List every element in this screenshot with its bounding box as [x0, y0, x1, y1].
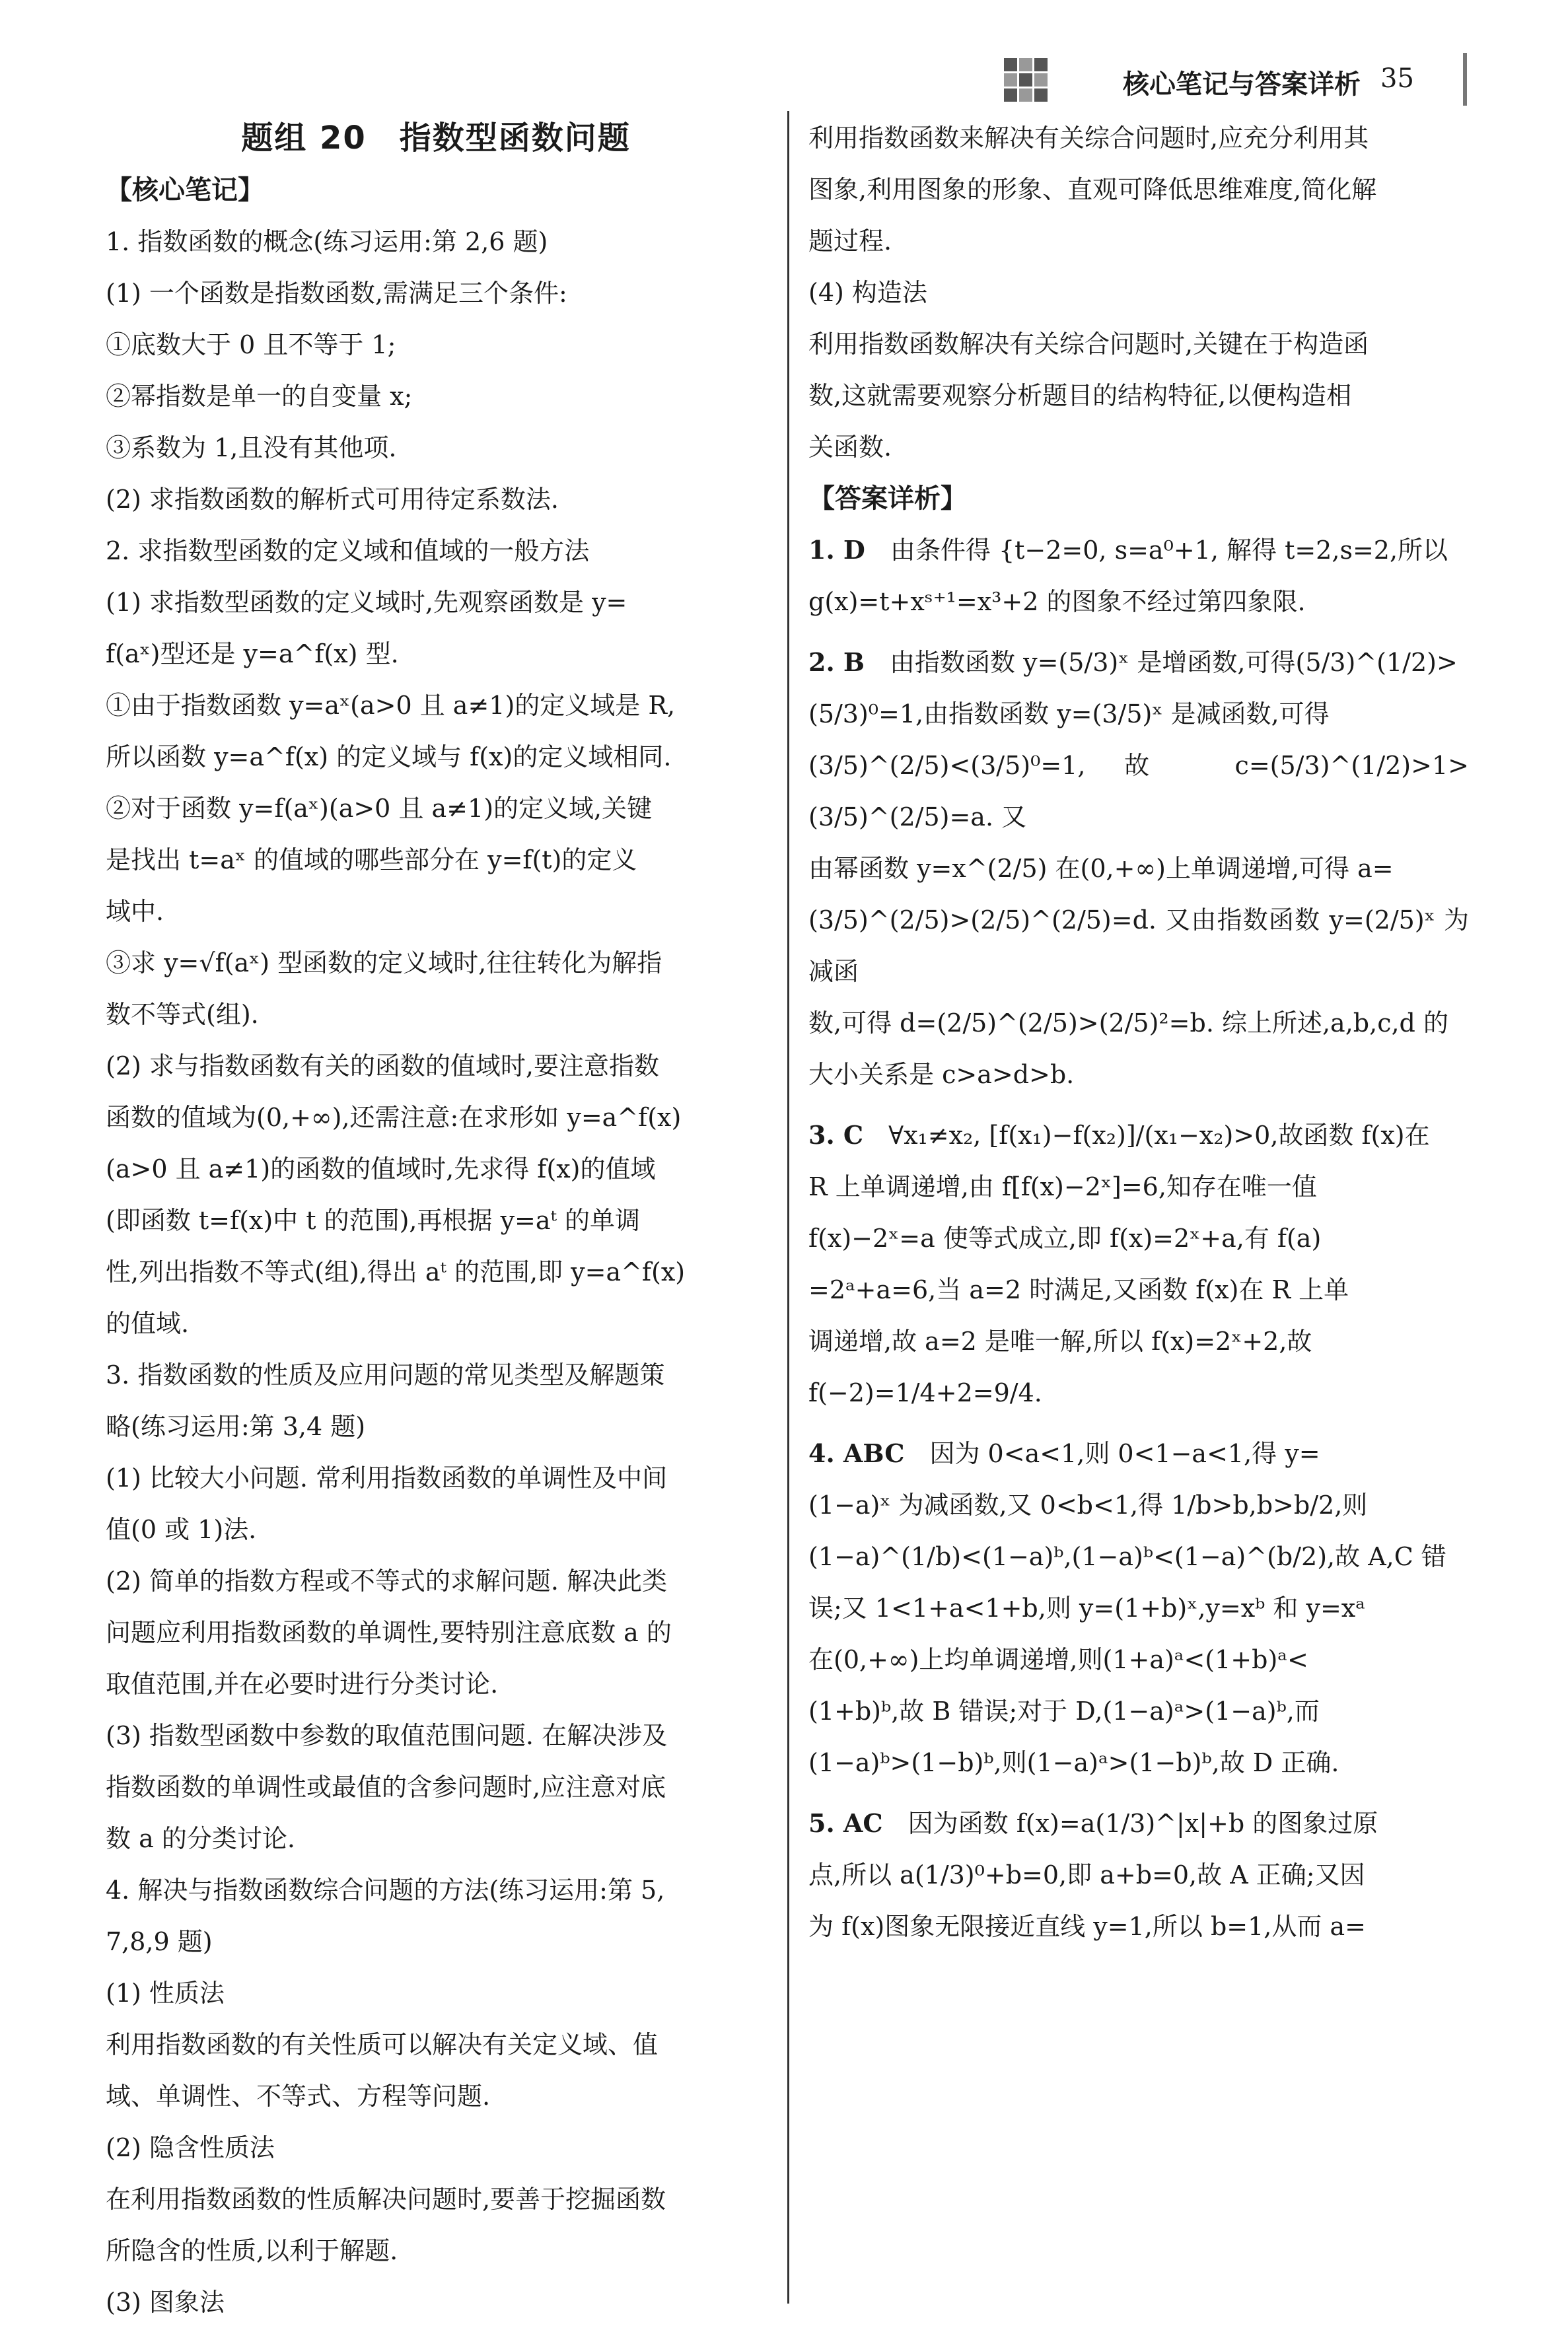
note-line: 关函数.	[808, 433, 892, 462]
answer-line	[808, 688, 1469, 740]
note-line: 7,8,9 题)	[106, 1927, 213, 1956]
answer-spacer	[808, 1952, 1469, 1961]
answer-text: (3/5)^(2/5)>(2/5)^(2/5)=d. 又由指数函数 y=(2/5)ˣ 为减函	[808, 905, 1469, 986]
answer-text: 在(0,+∞)上均单调递增,则(1+a)ᵃ<(1+b)ᵃ<	[808, 1645, 1308, 1674]
note-line: 略(练习运用:第 3,4 题)	[106, 1412, 366, 1441]
running-title: 核心笔记与答案详析	[1123, 69, 1361, 100]
right-column	[808, 112, 1469, 2324]
answer-text: 误;又 1<1+a<1+b,则 y=(1+b)ˣ,y=xᵇ 和 y=xᵃ	[808, 1594, 1365, 1623]
note-line: 值(0 或 1)法.	[106, 1515, 257, 1544]
section-title: 题组 20 指数型函数问题	[241, 120, 631, 157]
note-line: 数 a 的分类讨论.	[106, 1824, 295, 1853]
answer-text: (1−a)ˣ 为减函数,又 0<b<1,得 1/b>b,b>b/2,则	[808, 1491, 1368, 1520]
answer-text: R 上单调递增,由 f[f(x)−2ˣ]=6,知存在唯一值	[808, 1172, 1317, 1201]
page-number: 35	[1380, 63, 1414, 94]
answer-label: 5. AC	[808, 1808, 883, 1838]
note-line: 4. 解决与指数函数综合问题的方法(练习运用:第 5,	[106, 1876, 665, 1905]
answer-line	[808, 524, 1469, 576]
answer-spacer	[808, 627, 1469, 637]
answer-line	[808, 1901, 1469, 1952]
page-header	[1004, 58, 1466, 102]
answer-text: (1+b)ᵇ,故 B 错误;对于 D,(1−a)ᵃ>(1−a)ᵇ,而	[808, 1697, 1320, 1726]
notes-body	[106, 216, 766, 2328]
answer-block	[808, 524, 1469, 627]
note-line: 利用指数函数解决有关综合问题时,关键在于构造函	[808, 330, 1369, 359]
answer-line	[808, 1428, 1469, 1479]
answer-spacer	[808, 1788, 1469, 1798]
note-line: (2) 求与指数函数有关的函数的值域时,要注意指数	[106, 1051, 659, 1080]
answer-text: =2ᵃ+a=6,当 a=2 时满足,又函数 f(x)在 R 上单	[808, 1275, 1349, 1304]
answer-spacer	[808, 1419, 1469, 1428]
note-line: ③系数为 1,且没有其他项.	[106, 433, 397, 462]
answer-label: 4. ABC	[808, 1438, 905, 1468]
answer-line	[808, 1110, 1469, 1161]
answer-spacer	[808, 1100, 1469, 1110]
note-line: (a>0 且 a≠1)的函数的值域时,先求得 f(x)的值域	[106, 1154, 656, 1183]
notes-heading: 【核心笔记】	[106, 174, 264, 205]
note-line: 所以函数 y=a^f(x) 的定义域与 f(x)的定义域相同.	[106, 742, 672, 771]
note-line: (2) 求指数函数的解析式可用待定系数法.	[106, 485, 559, 514]
note-line: ①底数大于 0 且不等于 1;	[106, 330, 396, 359]
note-line: (2) 简单的指数方程或不等式的求解问题. 解决此类	[106, 1567, 668, 1596]
answer-text: 调递增,故 a=2 是唯一解,所以 f(x)=2ˣ+2,故	[808, 1327, 1312, 1356]
note-line: 函数的值域为(0,+∞),还需注意:在求形如 y=a^f(x)	[106, 1103, 682, 1132]
answer-text: ∀x₁≠x₂, [f(x₁)−f(x₂)]/(x₁−x₂)>0,故函数 f(x)在	[888, 1121, 1430, 1150]
note-line: (即函数 t=f(x)中 t 的范围),再根据 y=aᵗ 的单调	[106, 1206, 640, 1235]
answer-text: (5/3)⁰=1,由指数函数 y=(3/5)ˣ 是减函数,可得	[808, 699, 1330, 728]
answer-line	[808, 740, 1469, 843]
note-line: 问题应利用指数函数的单调性,要特别注意底数 a 的	[106, 1618, 672, 1647]
note-line: 1. 指数函数的概念(练习运用:第 2,6 题)	[106, 227, 548, 256]
answer-text: 大小关系是 c>a>d>b.	[808, 1060, 1075, 1089]
note-line: (4) 构造法	[808, 278, 927, 307]
answer-line	[808, 894, 1469, 997]
note-line: 域、单调性、不等式、方程等问题.	[106, 2082, 491, 2111]
answer-line	[808, 843, 1469, 894]
note-line: 数,这就需要观察分析题目的结构特征,以便构造相	[808, 381, 1352, 410]
column-divider	[787, 111, 789, 2304]
notes-continued	[808, 112, 1469, 473]
answer-line	[808, 1049, 1469, 1100]
answer-block	[808, 637, 1469, 1100]
answer-block	[808, 1110, 1469, 1419]
note-line: 域中.	[106, 897, 164, 926]
answer-line	[808, 1849, 1469, 1901]
note-line: (2) 隐含性质法	[106, 2133, 275, 2162]
answer-line	[808, 576, 1469, 627]
answer-label: 1. D	[808, 535, 865, 565]
answer-text: 由幂函数 y=x^(2/5) 在(0,+∞)上单调递增,可得 a=	[808, 854, 1394, 883]
answer-line	[808, 1367, 1469, 1419]
answer-text: g(x)=t+xˢ⁺¹=x³+2 的图象不经过第四象限.	[808, 587, 1306, 616]
note-line: ②对于函数 y=f(aˣ)(a>0 且 a≠1)的定义域,关键	[106, 794, 653, 823]
answer-line	[808, 1582, 1469, 1634]
answer-text: (3/5)^(2/5)<(3/5)⁰=1,故 c=(5/3)^(1/2)>1>(3/5)^(2/5)=a. 又	[808, 751, 1469, 831]
answer-text: (1−a)^(1/b)<(1−a)ᵇ,(1−a)ᵇ<(1−a)^(b/2),故 A,C 错	[808, 1542, 1446, 1571]
note-line: 题过程.	[808, 227, 892, 256]
note-line: ②幂指数是单一的自变量 x;	[106, 382, 413, 411]
note-line: 所隐含的性质,以利于解题.	[106, 2236, 398, 2265]
note-line: ①由于指数函数 y=aˣ(a>0 且 a≠1)的定义域是 R,	[106, 691, 676, 720]
answer-line	[808, 997, 1469, 1049]
grid-pattern-icon	[1004, 58, 1048, 102]
answer-text: 数,可得 d=(2/5)^(2/5)>(2/5)²=b. 综上所述,a,b,c,d 的	[808, 1008, 1448, 1038]
note-line: 取值范围,并在必要时进行分类讨论.	[106, 1670, 499, 1699]
note-line: (1) 性质法	[106, 1979, 225, 2008]
note-line: (1) 求指数型函数的定义域时,先观察函数是 y=	[106, 588, 627, 617]
note-line: (3) 指数型函数中参数的取值范围问题. 在解决涉及	[106, 1721, 668, 1750]
answers-body	[808, 524, 1469, 1961]
answer-text: (1−a)ᵇ>(1−b)ᵇ,则(1−a)ᵃ>(1−b)ᵇ,故 D 正确.	[808, 1748, 1339, 1777]
answer-label: 3. C	[808, 1120, 864, 1150]
answer-line	[808, 1161, 1469, 1213]
note-line: 数不等式(组).	[106, 1000, 259, 1029]
answer-line	[808, 1479, 1469, 1531]
answer-label: 2. B	[808, 647, 865, 677]
note-line: 利用指数函数的有关性质可以解决有关定义域、值	[106, 2030, 659, 2059]
note-line: ③求 y=√f(aˣ) 型函数的定义域时,往往转化为解指	[106, 948, 662, 977]
answer-block	[808, 1428, 1469, 1788]
header-bar	[1463, 53, 1467, 106]
answer-line	[808, 1316, 1469, 1367]
note-line: 在利用指数函数的性质解决问题时,要善于挖掘函数	[106, 2185, 666, 2214]
note-line: 的值域.	[106, 1309, 190, 1338]
note-line: (1) 一个函数是指数函数,需满足三个条件:	[106, 279, 567, 308]
answer-line	[808, 1737, 1469, 1788]
answer-text: 因为 0<a<1,则 0<1−a<1,得 y=	[929, 1439, 1320, 1468]
answer-line	[808, 1634, 1469, 1685]
answer-line	[808, 1531, 1469, 1582]
answer-line	[808, 1685, 1469, 1737]
note-line: 指数函数的单调性或最值的含参问题时,应注意对底	[106, 1773, 666, 1802]
answer-text: f(x)−2ˣ=a 使等式成立,即 f(x)=2ˣ+a,有 f(a)	[808, 1224, 1322, 1253]
note-line: (1) 比较大小问题. 常利用指数函数的单调性及中间	[106, 1464, 668, 1493]
answer-text: 为 f(x)图象无限接近直线 y=1,所以 b=1,从而 a=	[808, 1912, 1366, 1941]
note-line: 图象,利用图象的形象、直观可降低思维难度,简化解	[808, 175, 1377, 204]
note-line: 利用指数函数来解决有关综合问题时,应充分利用其	[808, 123, 1369, 153]
note-line: 性,列出指数不等式(组),得出 aᵗ 的范围,即 y=a^f(x)	[106, 1257, 686, 1287]
answer-text: f(−2)=1/4+2=9/4.	[808, 1378, 1042, 1407]
note-line: (3) 图象法	[106, 2288, 225, 2317]
answer-text: 由条件得 {t−2=0, s=a⁰+1, 解得 t=2,s=2,所以	[890, 536, 1448, 565]
answer-line	[808, 1213, 1469, 1264]
note-line: 3. 指数函数的性质及应用问题的常见类型及解题策	[106, 1360, 665, 1390]
note-line: 2. 求指数型函数的定义域和值域的一般方法	[106, 536, 590, 565]
answer-block	[808, 1798, 1469, 1952]
answer-line	[808, 1798, 1469, 1849]
answers-heading: 【答案详析】	[808, 483, 967, 514]
answer-line	[808, 1264, 1469, 1316]
answer-text: 点,所以 a(1/3)⁰+b=0,即 a+b=0,故 A 正确;又因	[808, 1860, 1365, 1889]
note-line: 是找出 t=aˣ 的值域的哪些部分在 y=f(t)的定义	[106, 845, 637, 874]
note-line: f(aˣ)型还是 y=a^f(x) 型.	[106, 639, 399, 668]
answer-text: 由指数函数 y=(5/3)ˣ 是增函数,可得(5/3)^(1/2)>	[890, 648, 1458, 677]
answer-line	[808, 637, 1469, 688]
answer-text: 因为函数 f(x)=a(1/3)^|x|+b 的图象过原	[908, 1809, 1378, 1838]
left-column	[106, 112, 766, 2324]
